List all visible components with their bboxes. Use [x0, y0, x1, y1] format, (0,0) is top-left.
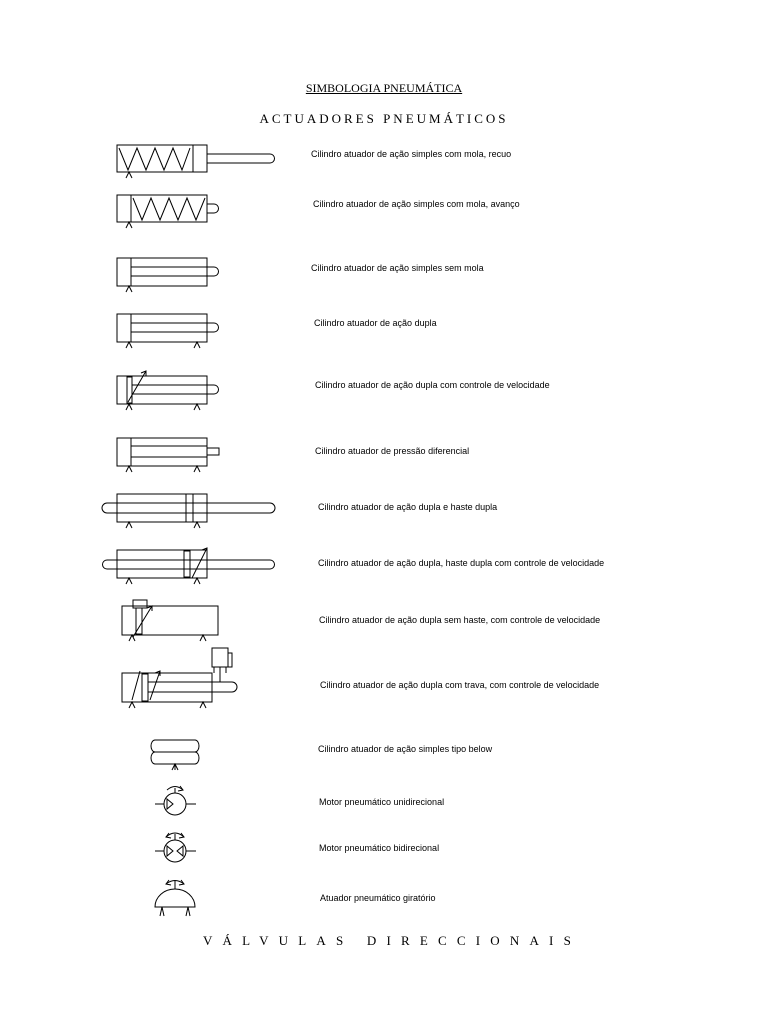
symbol-label: Cilindro atuador de pressão diferencial [315, 446, 470, 456]
symbol-label: Cilindro atuador de ação dupla e haste dupla [318, 502, 498, 512]
symbol-label: Cilindro atuador de ação dupla, haste dupla com controle de velocidade [318, 558, 605, 568]
symbol-label: Cilindro atuador de ação simples com mola, recuo [311, 149, 512, 159]
symbol-label: Cilindro atuador de ação dupla com controle de velocidade [315, 380, 550, 390]
symbol-label: Cilindro atuador de ação simples sem mola [311, 263, 484, 273]
cylinder-with-lock-speed-control-icon [122, 648, 237, 708]
double-rod-cylinder-speed-control-icon [103, 548, 275, 584]
document-title: SIMBOLOGIA PNEUMÁTICA [305, 81, 463, 95]
single-acting-cylinder-spring-return-icon [117, 145, 275, 178]
bidirectional-motor-icon [155, 833, 196, 862]
double-acting-cylinder-icon [117, 314, 219, 348]
rodless-cylinder-speed-control-icon [122, 600, 218, 641]
double-acting-double-rod-cylinder-icon [102, 494, 275, 528]
symbol-label: Cilindro atuador de ação simples tipo below [318, 744, 493, 754]
bellows-actuator-icon [151, 740, 199, 770]
differential-pressure-cylinder-icon [117, 438, 219, 472]
section-title-actuators: ACTUADORES PNEUMÁTICOS [259, 111, 509, 126]
symbol-label: Motor pneumático bidirecional [319, 843, 440, 853]
double-acting-cylinder-speed-control-icon [117, 371, 219, 410]
rotary-actuator-icon [155, 880, 195, 916]
symbol-label: Cilindro atuador de ação simples com mola, avanço [313, 199, 520, 209]
unidirectional-motor-icon [155, 786, 196, 815]
symbol-label: Cilindro atuador de ação dupla com trava, com controle de velocidade [320, 680, 600, 690]
single-acting-cylinder-spring-extend-icon [117, 195, 219, 228]
section-title-valves: VÁLVULAS DIRECCIONAIS [202, 933, 582, 948]
symbol-label: Motor pneumático unidirecional [319, 797, 445, 807]
single-acting-cylinder-no-spring-icon [117, 258, 219, 292]
symbol-label: Cilindro atuador de ação dupla sem haste, com controle de velocidade [319, 615, 601, 625]
symbol-label: Atuador pneumático giratório [320, 893, 436, 903]
symbol-label: Cilindro atuador de ação dupla [314, 318, 437, 328]
